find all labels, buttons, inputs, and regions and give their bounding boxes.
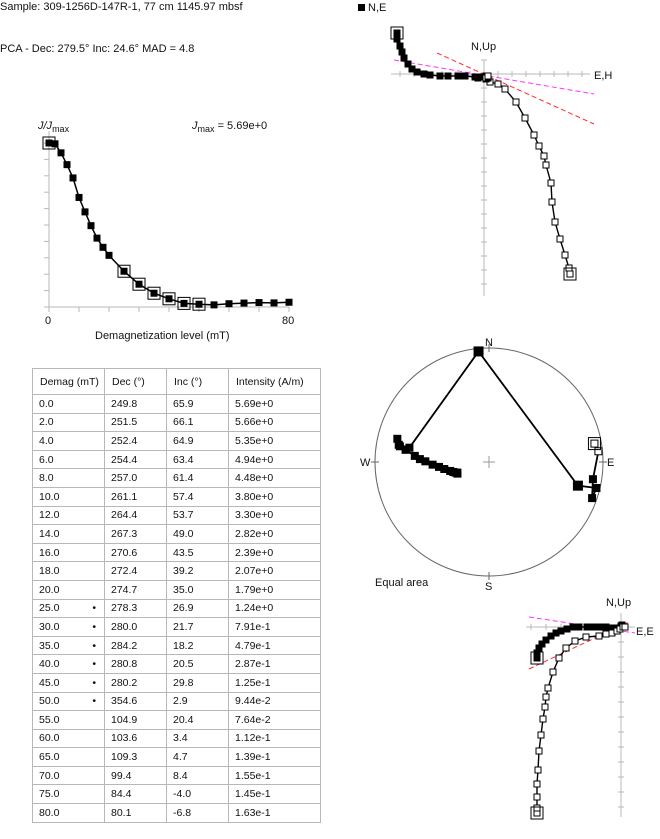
zij1-pca-fit-line xyxy=(437,53,594,124)
cell-intensity: 1.12e-1 xyxy=(229,729,321,748)
cell-intensity: 5.66e+0 xyxy=(229,413,321,432)
zij1-vertical-point xyxy=(536,143,542,149)
stereonet-point xyxy=(593,484,600,491)
intensity-ylabel: $J/J_{max}$ xyxy=(38,120,70,135)
intensity-x-tick-0: 0 xyxy=(45,315,52,327)
table-row xyxy=(33,766,321,785)
cell-demag xyxy=(33,506,105,525)
sample-title: Sample: 309-1256D-147R-1, 77 cm 1145.97 mbsf xyxy=(0,1,243,13)
zij2-vertical-point xyxy=(622,624,628,630)
cell-inc: 61.4 xyxy=(167,469,229,488)
cell-intensity: 1.25e-1 xyxy=(229,673,321,692)
zij2-vertical-point xyxy=(556,655,562,661)
intensity-point xyxy=(226,301,232,307)
cell-intensity: 7.64e-2 xyxy=(229,711,321,730)
cell-demag xyxy=(33,562,105,581)
cell-intensity: 1.79e+0 xyxy=(229,580,321,599)
cell-dec: 249.8 xyxy=(105,395,167,414)
zij1-vertical-point xyxy=(567,271,573,277)
table-row xyxy=(33,395,321,414)
zij2-horizontal-point xyxy=(564,626,570,632)
intensity-point xyxy=(211,302,217,308)
zij1-vertical-point xyxy=(549,199,555,205)
cell-dec: 280.2 xyxy=(105,673,167,692)
cell-demag xyxy=(33,525,105,544)
cell-dec: 109.3 xyxy=(105,748,167,767)
intensity-point xyxy=(151,290,157,296)
pca-summary: PCA - Dec: 279.5° Inc: 24.6° MAD = 4.8 xyxy=(0,43,195,55)
stereonet-point xyxy=(589,495,596,502)
intensity-point xyxy=(46,140,52,146)
cell-inc: 2.9 xyxy=(167,692,229,711)
zij1-vertical-point xyxy=(513,99,519,105)
zij2-vertical-point xyxy=(545,685,551,691)
cell-dec: 80.1 xyxy=(105,804,167,823)
table-row xyxy=(33,469,321,488)
zij1-horizontal-point xyxy=(397,43,403,49)
header-dec: Dec (°) xyxy=(105,369,167,395)
cell-dec: 267.3 xyxy=(105,525,167,544)
cell-dec: 257.0 xyxy=(105,469,167,488)
cell-inc: 3.4 xyxy=(167,729,229,748)
table-row xyxy=(33,785,321,804)
header-intensity: Intensity (A/m) xyxy=(229,369,321,395)
demag-value: 45.0 xyxy=(39,676,60,689)
demag-value: 4.0 xyxy=(39,434,54,447)
table-row xyxy=(33,580,321,599)
cell-dec: 272.4 xyxy=(105,562,167,581)
table-row xyxy=(33,748,321,767)
cell-dec: 103.6 xyxy=(105,729,167,748)
zij2-horizontal-point xyxy=(591,624,597,630)
table-row xyxy=(33,506,321,525)
stereonet-w-label: W xyxy=(360,457,371,469)
zij1-vertical-point xyxy=(531,132,537,138)
zij1-horizontal-point xyxy=(455,73,461,79)
intensity-x-tick-80: 80 xyxy=(282,315,295,327)
cell-demag xyxy=(33,580,105,599)
cell-inc: 65.9 xyxy=(167,395,229,414)
stereonet-point xyxy=(395,441,402,448)
stereonet-n-label: N xyxy=(485,337,493,349)
cell-demag xyxy=(33,450,105,469)
cell-inc: 63.4 xyxy=(167,450,229,469)
demag-value: 10.0 xyxy=(39,490,60,503)
zij2-horizontal-point xyxy=(584,624,590,630)
cell-dec: 264.4 xyxy=(105,506,167,525)
cell-demag xyxy=(33,395,105,414)
demag-table xyxy=(32,368,321,823)
table-row xyxy=(33,450,321,469)
zij1-vertical-point xyxy=(502,86,508,92)
cell-inc: 57.4 xyxy=(167,487,229,506)
stereonet-e-label: E xyxy=(607,457,615,469)
zij1-vertical-point xyxy=(522,115,528,121)
cell-dec: 270.6 xyxy=(105,543,167,562)
cell-dec: 254.4 xyxy=(105,450,167,469)
stereonet-point xyxy=(474,347,483,356)
pca-selected-marker: • xyxy=(92,602,96,615)
cell-dec: 252.4 xyxy=(105,432,167,451)
intensity-point xyxy=(286,299,292,305)
cell-inc: 64.9 xyxy=(167,432,229,451)
zij2-up-label: N,Up xyxy=(606,597,632,609)
cell-dec: 84.4 xyxy=(105,785,167,804)
cell-inc: 49.0 xyxy=(167,525,229,544)
zij2-right-label: E,E xyxy=(636,626,654,638)
table-header-row xyxy=(33,369,321,395)
cell-inc: 8.4 xyxy=(167,766,229,785)
pca-selected-marker: • xyxy=(92,639,96,652)
zij1-vertical-point xyxy=(548,180,554,186)
cell-inc: 66.1 xyxy=(167,413,229,432)
zij1-horizontal-point xyxy=(462,73,468,79)
intensity-xlabel: Demagnetization level (mT) xyxy=(95,330,230,342)
demag-value: 30.0 xyxy=(39,620,60,633)
cell-dec: 104.9 xyxy=(105,711,167,730)
cell-intensity: 5.35e+0 xyxy=(229,432,321,451)
pca-selected-marker: • xyxy=(92,658,96,671)
intensity-point xyxy=(121,268,127,274)
zij2-horizontal-point xyxy=(576,624,582,630)
intensity-point xyxy=(196,301,202,307)
cell-inc: 21.7 xyxy=(167,618,229,637)
cell-intensity: 4.48e+0 xyxy=(229,469,321,488)
cell-demag xyxy=(33,487,105,506)
zij1-vertical-point xyxy=(543,162,549,168)
table-row xyxy=(33,562,321,581)
stereonet-point xyxy=(406,444,413,451)
pca-selected-marker: • xyxy=(92,695,96,708)
intensity-point xyxy=(70,175,76,181)
intensity-point xyxy=(82,209,88,215)
legend-label: N,E xyxy=(368,2,387,14)
intensity-point xyxy=(181,300,187,306)
jmax-annotation: $J_{max} = 5.69e+0$ xyxy=(192,120,268,135)
zij2-vertical-projection-line xyxy=(537,627,625,813)
cell-inc: 39.2 xyxy=(167,562,229,581)
zij1-horizontal-point xyxy=(401,55,407,61)
cell-demag xyxy=(33,673,105,692)
cell-intensity: 9.44e-2 xyxy=(229,692,321,711)
stereonet-point xyxy=(591,440,598,447)
demag-value: 14.0 xyxy=(39,527,60,540)
zij2-vertical-point xyxy=(536,748,542,754)
demag-value: 75.0 xyxy=(39,788,60,801)
cell-intensity: 2.82e+0 xyxy=(229,525,321,544)
zij1-vertical-point xyxy=(562,252,568,258)
cell-dec: 280.8 xyxy=(105,655,167,674)
cell-inc: 26.9 xyxy=(167,599,229,618)
cell-intensity: 1.45e-1 xyxy=(229,785,321,804)
demag-value: 0.0 xyxy=(39,397,54,410)
zij2-horizontal-point xyxy=(558,628,564,634)
cell-demag xyxy=(33,766,105,785)
intensity-series-line xyxy=(49,143,289,305)
demag-value: 65.0 xyxy=(39,751,60,764)
demag-value: 2.0 xyxy=(39,416,54,429)
demag-value: 12.0 xyxy=(39,509,60,522)
cell-inc: 20.4 xyxy=(167,711,229,730)
cell-demag xyxy=(33,469,105,488)
cell-dec: 284.2 xyxy=(105,636,167,655)
cell-demag xyxy=(33,785,105,804)
zij1-vertical-point xyxy=(495,81,501,87)
zij1-horizontal-point xyxy=(445,73,451,79)
stereonet-point xyxy=(429,461,436,468)
zij1-right-label: E,H xyxy=(594,70,613,82)
cell-intensity: 4.79e-1 xyxy=(229,636,321,655)
zij1-horizontal-point xyxy=(394,30,400,36)
zij2-vertical-point xyxy=(563,645,569,651)
zij1-vertical-point xyxy=(541,153,547,159)
cell-intensity: 5.69e+0 xyxy=(229,395,321,414)
intensity-point xyxy=(136,281,142,287)
zij1-up-label: N,Up xyxy=(471,41,497,53)
cell-intensity: 2.39e+0 xyxy=(229,543,321,562)
zij1-horizontal-point xyxy=(414,69,420,75)
zij1-horizontal-point xyxy=(421,71,427,77)
pca-selected-marker: • xyxy=(92,676,96,689)
intensity-point xyxy=(64,162,70,168)
cell-demag xyxy=(33,711,105,730)
cell-intensity: 3.30e+0 xyxy=(229,506,321,525)
table-row xyxy=(33,525,321,544)
header-demag: Demag (mT) xyxy=(33,369,105,395)
cell-dec: 99.4 xyxy=(105,766,167,785)
cell-demag xyxy=(33,543,105,562)
zij2-vertical-point xyxy=(535,767,541,773)
cell-dec: 251.5 xyxy=(105,413,167,432)
cell-demag xyxy=(33,655,105,674)
cell-intensity: 1.63e-1 xyxy=(229,804,321,823)
cell-inc: 29.8 xyxy=(167,673,229,692)
cell-inc: 35.0 xyxy=(167,580,229,599)
cell-demag xyxy=(33,599,105,618)
table-row xyxy=(33,655,321,674)
cell-inc: 18.2 xyxy=(167,636,229,655)
cell-demag xyxy=(33,618,105,637)
table-row xyxy=(33,692,321,711)
stereonet-point xyxy=(589,476,596,483)
zij1-vertical-point xyxy=(557,236,563,242)
table-row xyxy=(33,729,321,748)
demag-value: 20.0 xyxy=(39,583,60,596)
demag-value: 70.0 xyxy=(39,769,60,782)
cell-intensity: 2.87e-1 xyxy=(229,655,321,674)
intensity-point xyxy=(106,252,112,258)
table-row xyxy=(33,711,321,730)
zij2-vertical-point xyxy=(596,633,602,639)
cell-inc: 4.7 xyxy=(167,748,229,767)
zij2-vertical-point xyxy=(534,794,540,800)
intensity-point xyxy=(241,300,247,306)
zij2-vertical-point xyxy=(550,669,556,675)
cell-intensity: 4.94e+0 xyxy=(229,450,321,469)
demag-value: 6.0 xyxy=(39,453,54,466)
table-row xyxy=(33,636,321,655)
zij1-horizontal-point xyxy=(399,49,405,55)
demag-value: 18.0 xyxy=(39,565,60,578)
table-row xyxy=(33,487,321,506)
demag-value: 25.0 xyxy=(39,602,60,615)
demag-value: 50.0 xyxy=(39,695,60,708)
intensity-point xyxy=(88,223,94,229)
cell-demag xyxy=(33,636,105,655)
cell-demag xyxy=(33,432,105,451)
demag-value: 60.0 xyxy=(39,732,60,745)
table-row xyxy=(33,804,321,823)
zij2-vertical-point xyxy=(542,704,548,710)
cell-demag xyxy=(33,748,105,767)
zij1-horizontal-point xyxy=(427,72,433,78)
zij2-vertical-point xyxy=(543,694,549,700)
zij2-horizontal-point xyxy=(603,624,609,630)
cell-inc: 20.5 xyxy=(167,655,229,674)
zij2-vertical-point xyxy=(603,631,609,637)
demag-value: 35.0 xyxy=(39,639,60,652)
stereonet-s-label: S xyxy=(485,581,493,593)
pca-selected-marker: • xyxy=(92,620,96,633)
zij1-vertical-projection-line xyxy=(486,76,570,274)
cell-inc: -6.8 xyxy=(167,804,229,823)
zij1-vertical-point xyxy=(485,73,491,79)
zij2-vertical-point xyxy=(534,781,540,787)
demag-value: 55.0 xyxy=(39,713,60,726)
table-row xyxy=(33,599,321,618)
cell-intensity: 2.07e+0 xyxy=(229,562,321,581)
intensity-point xyxy=(58,150,64,156)
intensity-point xyxy=(94,235,100,241)
intensity-point xyxy=(100,244,106,250)
intensity-point xyxy=(271,300,277,306)
stereonet-point xyxy=(411,452,418,459)
stereonet-caption: Equal area xyxy=(375,577,429,589)
cell-intensity: 7.91e-1 xyxy=(229,618,321,637)
cell-intensity: 1.39e-1 xyxy=(229,748,321,767)
cell-demag xyxy=(33,804,105,823)
intensity-point xyxy=(166,296,172,302)
table-row xyxy=(33,432,321,451)
zij2-vertical-point xyxy=(540,716,546,722)
zij2-horizontal-point xyxy=(570,624,576,630)
zij2-vertical-point xyxy=(583,634,589,640)
table-row xyxy=(33,673,321,692)
cell-intensity: 3.80e+0 xyxy=(229,487,321,506)
cell-demag xyxy=(33,413,105,432)
zij1-vertical-point xyxy=(552,219,558,225)
demag-value: 8.0 xyxy=(39,472,54,485)
zij1-horizontal-point xyxy=(437,73,443,79)
cell-dec: 354.6 xyxy=(105,692,167,711)
table-row xyxy=(33,618,321,637)
intensity-point xyxy=(76,194,82,200)
demag-value: 80.0 xyxy=(39,806,60,819)
demag-value: 16.0 xyxy=(39,546,60,559)
cell-dec: 261.1 xyxy=(105,487,167,506)
header-inc: Inc (°) xyxy=(167,369,229,395)
cell-demag xyxy=(33,692,105,711)
cell-inc: 53.7 xyxy=(167,506,229,525)
cell-dec: 278.3 xyxy=(105,599,167,618)
stereonet-point xyxy=(573,481,582,490)
cell-demag xyxy=(33,729,105,748)
cell-intensity: 1.55e-1 xyxy=(229,766,321,785)
demag-value: 40.0 xyxy=(39,658,60,671)
cell-dec: 280.0 xyxy=(105,618,167,637)
cell-dec: 274.7 xyxy=(105,580,167,599)
table-row xyxy=(33,413,321,432)
intensity-point xyxy=(256,300,262,306)
cell-intensity: 1.24e+0 xyxy=(229,599,321,618)
cell-inc: -4.0 xyxy=(167,785,229,804)
cell-inc: 43.5 xyxy=(167,543,229,562)
zij2-vertical-point xyxy=(538,732,544,738)
zij2-vertical-point xyxy=(534,805,540,811)
stereonet-path-line xyxy=(397,351,598,498)
table-row xyxy=(33,543,321,562)
zij2-vertical-point xyxy=(572,638,578,644)
